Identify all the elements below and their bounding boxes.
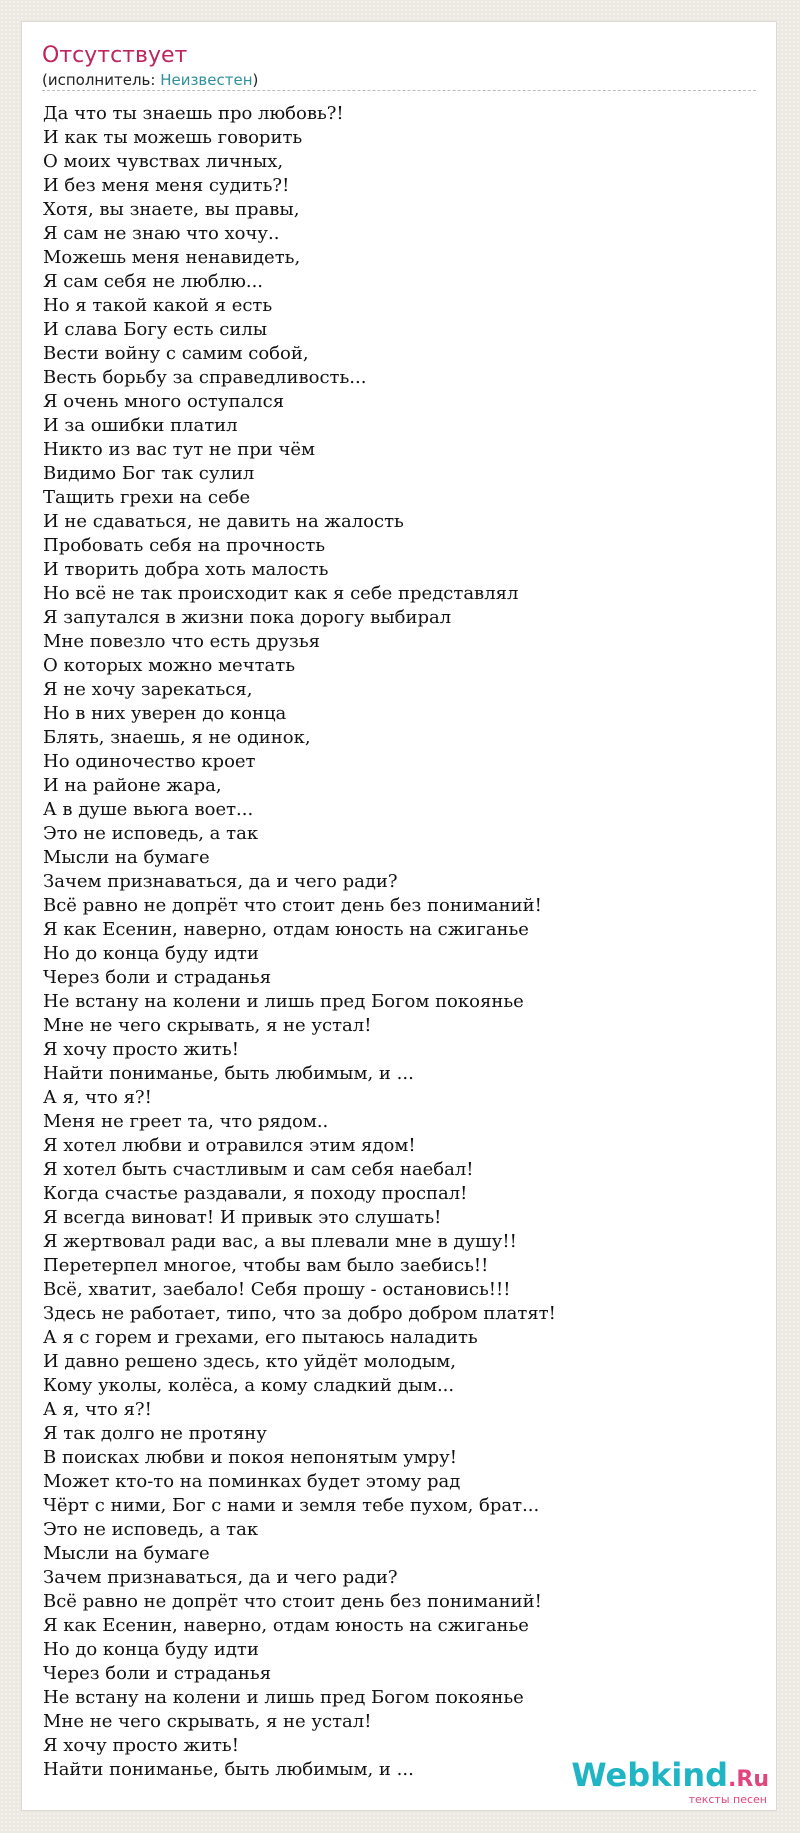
lyric-line: И без меня меня судить?! — [43, 175, 290, 196]
lyric-line: Мысли на бумаге — [43, 1543, 210, 1564]
lyric-line: И как ты можешь говорить — [43, 127, 303, 148]
lyric-line: Но до конца буду идти — [43, 1639, 259, 1660]
lyric-line: Всё равно не допрёт что стоит день без пониманий! — [43, 1591, 542, 1612]
lyric-line: И на районе жара, — [43, 775, 222, 796]
lyric-line: Я так долго не протяну — [43, 1423, 267, 1444]
lyric-line: Я хочу просто жить! — [43, 1039, 239, 1060]
lyric-line: Зачем признаваться, да и чего ради? — [43, 1567, 398, 1588]
lyric-line: О которых можно мечтать — [43, 655, 296, 676]
lyric-line: Я не хочу зарекаться, — [43, 679, 253, 700]
lyric-line: Но в них уверен до конца — [43, 703, 287, 724]
lyric-line: Когда счастье раздавали, я походу проспал! — [43, 1183, 468, 1204]
lyric-line: И творить добра хоть малость — [43, 559, 329, 580]
lyric-line: Через боли и страданья — [43, 967, 272, 988]
lyric-line: А я с горем и грехами, его пытаюсь наладить — [43, 1327, 478, 1348]
artist-line — [42, 71, 258, 90]
lyric-line: Я хочу просто жить! — [43, 1735, 239, 1756]
artist-prefix: (исполнитель: — [42, 71, 161, 89]
lyrics-card — [21, 21, 777, 1811]
logo-tagline: тексты песен — [688, 1793, 767, 1806]
lyric-line: Всё, хватит, заебало! Себя прошу - остановись!!! — [43, 1279, 511, 1300]
lyric-line: Тащить грехи на себе — [43, 487, 251, 508]
lyric-line: Блять, знаешь, я не одинок, — [43, 727, 311, 748]
lyric-line: А я, что я?! — [43, 1087, 152, 1108]
logo-tld: .Ru — [728, 1767, 769, 1792]
lyric-line: Может кто-то на поминках будет этому рад — [43, 1471, 461, 1492]
lyric-line: Можешь меня ненавидеть, — [43, 247, 301, 268]
lyrics-text — [43, 102, 758, 1782]
lyric-line: Пробовать себя на прочность — [43, 535, 326, 556]
lyric-line: Не встану на колени и лишь пред Богом покоянье — [43, 991, 524, 1012]
lyric-line: Не встану на колени и лишь пред Богом покоянье — [43, 1687, 524, 1708]
lyric-line: О моих чувствах личных, — [43, 151, 284, 172]
lyric-line: Весть борьбу за справедливость... — [43, 367, 367, 388]
lyric-line: Но одиночество кроет — [43, 751, 256, 772]
lyric-line: Никто из вас тут не при чём — [43, 439, 316, 460]
artist-link[interactable]: Неизвестен — [160, 71, 253, 89]
site-logo[interactable] — [571, 1758, 769, 1806]
lyric-line: И не сдаваться, не давить на жалость — [43, 511, 404, 532]
lyric-line: Я хотел любви и отравился этим ядом! — [43, 1135, 416, 1156]
lyric-line: Мысли на бумаге — [43, 847, 210, 868]
song-title: Отсутствует — [42, 43, 188, 68]
title-divider — [42, 90, 756, 91]
lyric-line: Это не исповедь, а так — [43, 1519, 259, 1540]
lyric-line: Я сам себя не люблю... — [43, 271, 264, 292]
lyric-line: Чёрт с ними, Бог с нами и земля тебе пухом, брат... — [43, 1495, 540, 1516]
lyric-line: В поисках любви и покоя непонятым умру! — [43, 1447, 458, 1468]
lyric-line: Но до конца буду идти — [43, 943, 259, 964]
lyric-line: Видимо Бог так сулил — [43, 463, 255, 484]
lyric-line: А я, что я?! — [43, 1399, 152, 1420]
lyric-line: Через боли и страданья — [43, 1663, 272, 1684]
lyric-line: Я как Есенин, наверно, отдам юность на сжиганье — [43, 1615, 529, 1636]
lyric-line: Я запутался в жизни пока дорогу выбирал — [43, 607, 452, 628]
artist-suffix: ) — [252, 71, 259, 89]
lyric-line: Но я такой какой я есть — [43, 295, 273, 316]
lyric-line: Здесь не работает, типо, что за добро добром платят! — [43, 1303, 556, 1324]
lyric-line: Мне не чего скрывать, я не устал! — [43, 1711, 372, 1732]
lyric-line: Да что ты знаешь про любовь?! — [43, 103, 344, 124]
lyric-line: Мне не чего скрывать, я не устал! — [43, 1015, 372, 1036]
lyric-line: Найти пониманье, быть любимым, и ... — [43, 1759, 414, 1780]
lyric-line: Всё равно не допрёт что стоит день без пониманий! — [43, 895, 542, 916]
lyric-line: И слава Богу есть силы — [43, 319, 268, 340]
lyric-line: Вести войну с самим собой, — [43, 343, 309, 364]
lyric-line: Но всё не так происходит как я себе представлял — [43, 583, 519, 604]
logo-brand: Webkind — [571, 1756, 729, 1794]
lyric-line: Я хотел быть счастливым и сам себя наебал! — [43, 1159, 474, 1180]
lyric-line: Это не исповедь, а так — [43, 823, 259, 844]
lyric-line: Перетерпел многое, чтобы вам было заебись!! — [43, 1255, 489, 1276]
lyric-line: Мне повезло что есть друзья — [43, 631, 321, 652]
lyric-line: Хотя, вы знаете, вы правы, — [43, 199, 300, 220]
lyric-line: И давно решено здесь, кто уйдёт молодым, — [43, 1351, 456, 1372]
lyric-line: А в душе вьюга воет... — [43, 799, 254, 820]
lyric-line: Найти пониманье, быть любимым, и ... — [43, 1063, 414, 1084]
lyric-line: Зачем признаваться, да и чего ради? — [43, 871, 398, 892]
lyric-line: И за ошибки платил — [43, 415, 238, 436]
lyric-line: Я как Есенин, наверно, отдам юность на сжиганье — [43, 919, 529, 940]
lyric-line: Меня не греет та, что рядом.. — [43, 1111, 329, 1132]
lyric-line: Я сам не знаю что хочу.. — [43, 223, 280, 244]
lyric-line: Кому уколы, колёса, а кому сладкий дым... — [43, 1375, 455, 1396]
lyric-line: Я жертвовал ради вас, а вы плевали мне в душу!! — [43, 1231, 517, 1252]
lyric-line: Я всегда виноват! И привык это слушать! — [43, 1207, 442, 1228]
lyric-line: Я очень много оступался — [43, 391, 285, 412]
